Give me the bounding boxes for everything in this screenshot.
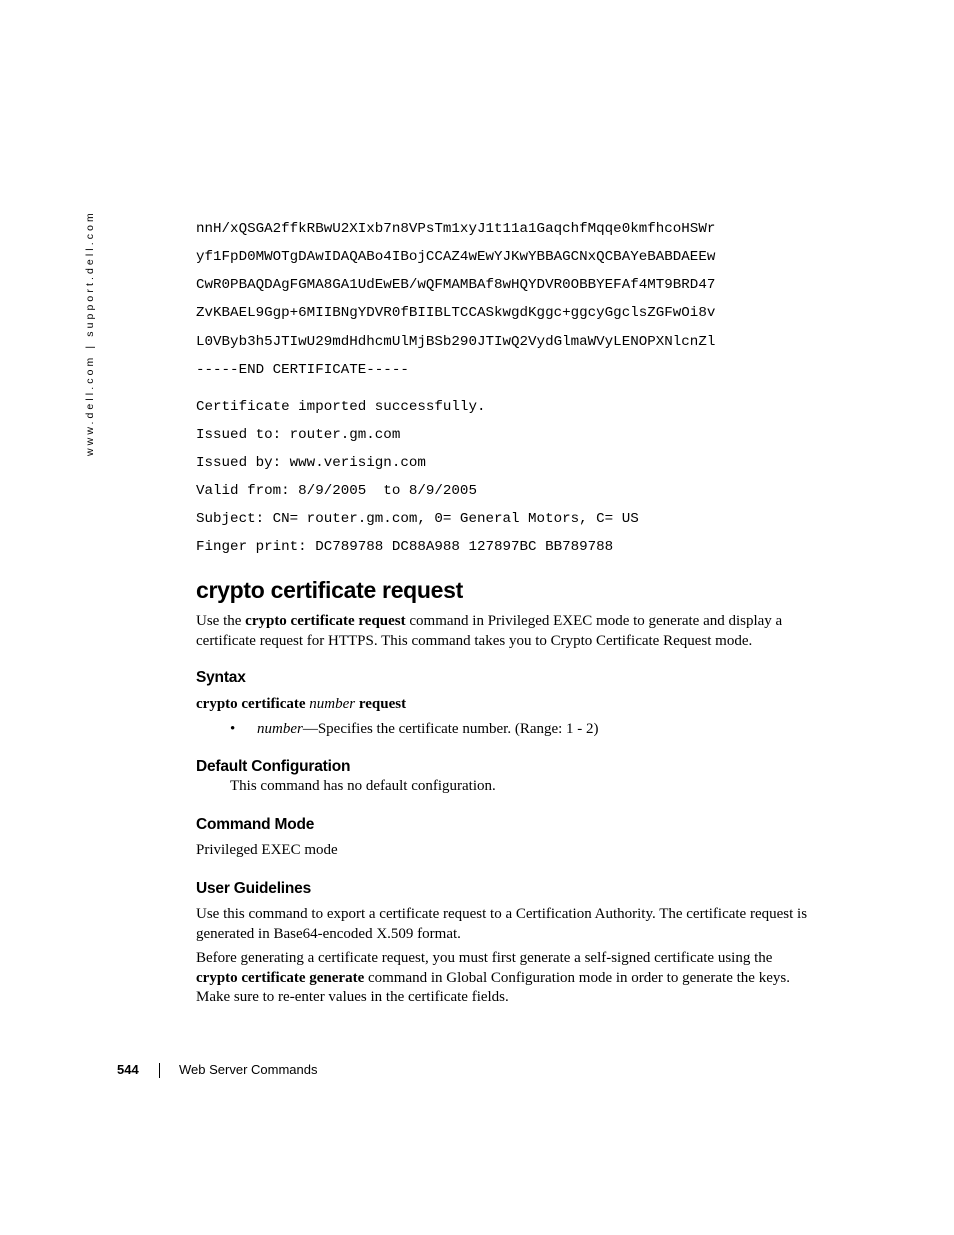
default-config-text: This command has no default configuration. [230,778,496,794]
command-mode-text: Privileged EXEC mode [196,842,338,858]
syntax-line: crypto certificate number request [196,696,407,712]
default-config-heading: Default Configuration [196,758,351,775]
command-name: crypto certificate generate [196,969,365,986]
guidelines-paragraph-1: Use this command to export a certificate request to a Certification Authority. The certificate request is generated in Base64-encoded X.509 format. [196,906,808,942]
code-line: Issued by: www.verisign.com [196,455,426,471]
syntax-heading: Syntax [196,669,246,686]
intro-paragraph: Use the crypto certificate request command in Privileged EXEC mode to generate and display a certificate request for HTTPS. This command takes you to Crypto Certificate Request mode. [196,613,783,649]
user-guidelines-heading: User Guidelines [196,880,312,897]
chapter-title: Web Server Commands [179,1062,318,1077]
code-line: yf1FpD0MWOTgDAwIDAQABo4IBojCCAZ4wEwYJKwYBBAGCNxQCBAYeBABDAEEw [196,249,716,265]
param-description: number—Specifies the certificate number. (Range: 1 - 2) [257,721,599,737]
sidebar-url: www.dell.com | support.dell.com [84,210,96,456]
syntax-param: number [309,696,356,712]
code-line: Finger print: DC789788 DC88A988 127897BC BB789788 [196,539,614,555]
section-title: crypto certificate request [196,577,464,603]
guidelines-paragraph-2: Before generating a certificate request, you must first generate a self-signed certificate using the crypto certificate generate command in Global Configuration mode in order to generate the keys. Make sure to re-enter values in the certificate fields. [196,950,790,1005]
bullet-icon: • [230,721,236,737]
code-line: Issued to: router.gm.com [196,427,401,443]
code-line: Subject: CN= router.gm.com, 0= General Motors, C= US [196,511,639,527]
code-line: Certificate imported successfully. [196,399,486,415]
command-name: crypto certificate request [245,613,406,629]
code-line: Valid from: 8/9/2005 to 8/9/2005 [196,483,477,499]
code-line: CwR0PBAQDAgFGMA8GA1UdEwEB/wQFMAMBAf8wHQYDVR0OBBYEFAf4MT9BRD47 [196,277,716,293]
footer-divider [159,1063,160,1078]
code-line: nnH/xQSGA2ffkRBwU2XIxb7n8VPsTm1xyJ1t11a1GaqchfMqqe0kmfhcoHSWr [196,221,716,237]
page-number: 544 [117,1062,139,1077]
code-line: -----END CERTIFICATE----- [196,362,409,378]
command-mode-heading: Command Mode [196,816,315,833]
code-line: ZvKBAEL9Ggp+6MIIBNgYDVR0fBIIBLTCCASkwgdKggc+ggcyGgclsZGFwOi8v [196,305,716,321]
code-line: L0VByb3h5JTIwU29mdHdhcmUlMjBSb290JTIwQ2VydGlmaWVyLENOPXNlcnZl [196,334,716,350]
